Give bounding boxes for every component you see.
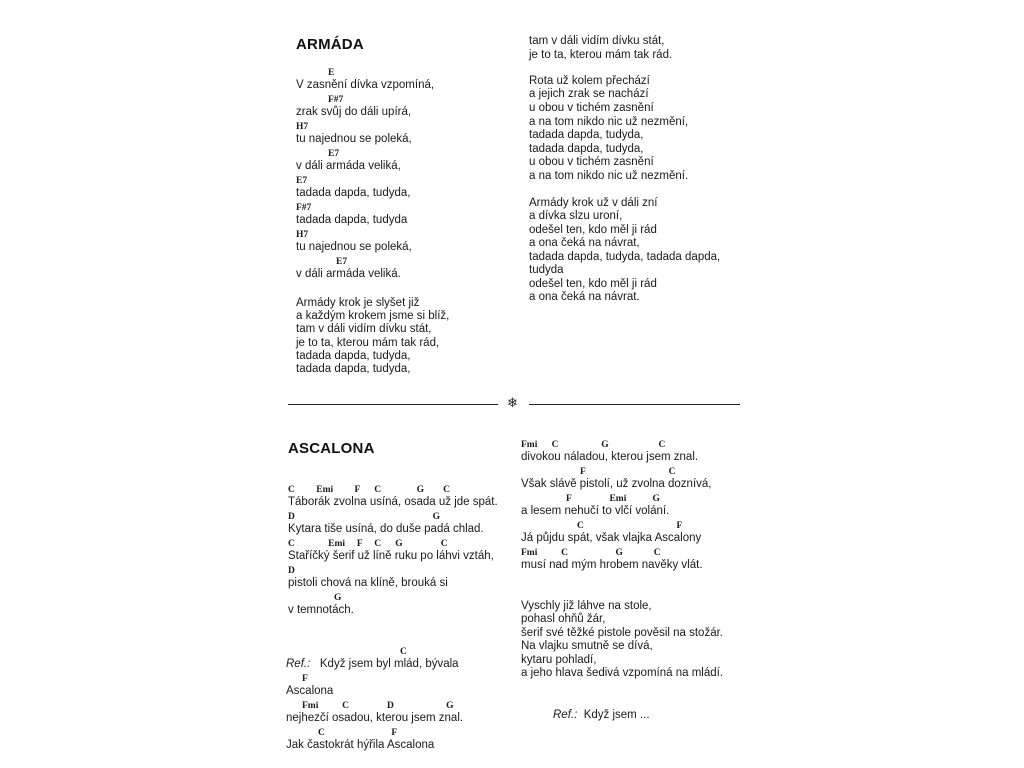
chord: F#7 [296,203,312,213]
lyric-line: pohasl ohňů žár, [521,613,606,625]
chord: C [400,647,407,657]
lyric-line: je to ta, kterou mám tak rád. [529,49,673,61]
chord: Fmi C D G [302,701,454,711]
lyric-line: je to ta, kterou mám tak rád, [296,337,440,349]
lyric-line: V zasnění dívka vzpomíná, [296,79,435,91]
lyric-line: a jejich zrak se nachází [529,88,649,100]
lyric-line: tu najednou se poleká, [296,241,412,253]
chord: F C [580,467,676,477]
lyric-line: a dívka slzu uroní, [529,210,623,222]
lyric-line: tudyda [529,264,564,276]
snowflake-icon: ❄ [507,396,518,411]
chord: E [328,68,335,78]
lyric-line: zrak svůj do dáli upírá, [296,106,412,118]
chord: D G [288,512,440,522]
chord: F#7 [328,95,344,105]
refrain-label: Ref.: [286,658,311,670]
lyric-line: tadada dapda, tudyda, tadada dapda, [529,251,721,263]
chord: C Emi F C G C [288,485,450,495]
lyric-line: tam v dáli vidím dívku stát, [529,35,665,47]
chord: Fmi C G C [521,548,661,558]
chord: Fmi C G C [521,440,666,450]
lyric-line: tadada dapda, tudyda [296,214,408,226]
lyric-text: Když jsem byl mlád, bývala [319,658,459,670]
lyric-line: šerif své těžké pistole pověsil na stožár. [521,627,723,639]
lyric-line: a lesem nehučí to vlčí volání. [521,505,670,517]
song-title-ascalona: ASCALONA [288,440,375,457]
lyric-text: Když jsem ... [583,709,650,721]
lyric-line: odešel ten, kdo měl ji rád [529,224,657,236]
section-divider-left [288,404,498,405]
lyric-line: Armády krok už v dáli zní [529,197,658,209]
lyric-line: tadada dapda, tudyda, [529,129,644,141]
lyric-line: Táborák zvolna usíná, osada už jde spát. [288,496,498,508]
lyric-line: Staříčký šerif už líně ruku po láhvi vztáh, [288,550,494,562]
refrain-line [286,658,459,672]
chord: F Emi G [566,494,660,504]
lyric-line: Však slávě pistolí, už zvolna doznívá, [521,478,712,490]
lyric-line: a na tom nikdo nic už nezmění, [529,116,689,128]
lyric-line: nejhezčí osadou, kterou jsem znal. [286,712,464,724]
lyric-line: a ona čeká na návrat. [529,291,640,303]
lyric-line: Já půjdu spát, však vlajka Ascalony [521,532,702,544]
chord: C Emi F C G C [288,539,448,549]
lyric-line: a ona čeká na návrat, [529,237,640,249]
section-divider-right [529,404,740,405]
chord: E7 [296,176,308,186]
lyric-line: Na vlajku smutně se dívá, [521,640,653,652]
chord: H7 [296,230,309,240]
lyric-line: a na tom nikdo nic už nezmění. [529,170,689,182]
chord: D [288,566,295,576]
chord: G [334,593,342,603]
lyric-line: Jak častokrát hýřila Ascalona [286,739,435,751]
lyric-line: musí nad mým hrobem navěky vlát. [521,559,703,571]
lyric-line: pistoli chová na klíně, brouká si [288,577,448,589]
lyric-line: tu najednou se poleká, [296,133,412,145]
lyric-line: a jeho hlava šedivá vzpomíná na mládí. [521,667,724,679]
refrain-reference [553,709,650,723]
chord: E7 [328,149,340,159]
lyric-line: Rota už kolem přechází [529,75,650,87]
chord: H7 [296,122,309,132]
lyric-line: v dáli armáda veliká. [296,268,401,280]
lyric-line: v dáli armáda veliká, [296,160,401,172]
lyric-line: tadada dapda, tudyda, [296,187,411,199]
chord: E7 [336,257,348,267]
lyric-line: Kytara tiše usíná, do duše padá chlad. [288,523,484,535]
lyric-line: tadada dapda, tudyda, [296,363,411,375]
lyric-line: tam v dáli vidím dívku stát, [296,323,432,335]
lyric-line: divokou náladou, kterou jsem znal. [521,451,699,463]
lyric-line: tadada dapda, tudyda, [529,143,644,155]
lyric-line: kytaru pohladí, [521,654,597,666]
lyric-line: Armády krok je slyšet již [296,297,420,309]
chord: F [302,674,308,684]
chord: C F [577,521,683,531]
song-title-armada: ARMÁDA [296,36,364,53]
lyric-line: Vyschly již láhve na stole, [521,600,652,612]
refrain-label: Ref.: [553,709,578,721]
lyric-line: Ascalona [286,685,334,697]
lyric-line: u obou v tichém zasnění [529,102,654,114]
lyric-line: v temnotách. [288,604,354,616]
lyric-line: u obou v tichém zasnění [529,156,654,168]
chord: C F [318,728,398,738]
lyric-line: a každým krokem jsme si blíž, [296,310,450,322]
lyric-line: odešel ten, kdo měl ji rád [529,278,657,290]
lyric-line: tadada dapda, tudyda, [296,350,411,362]
